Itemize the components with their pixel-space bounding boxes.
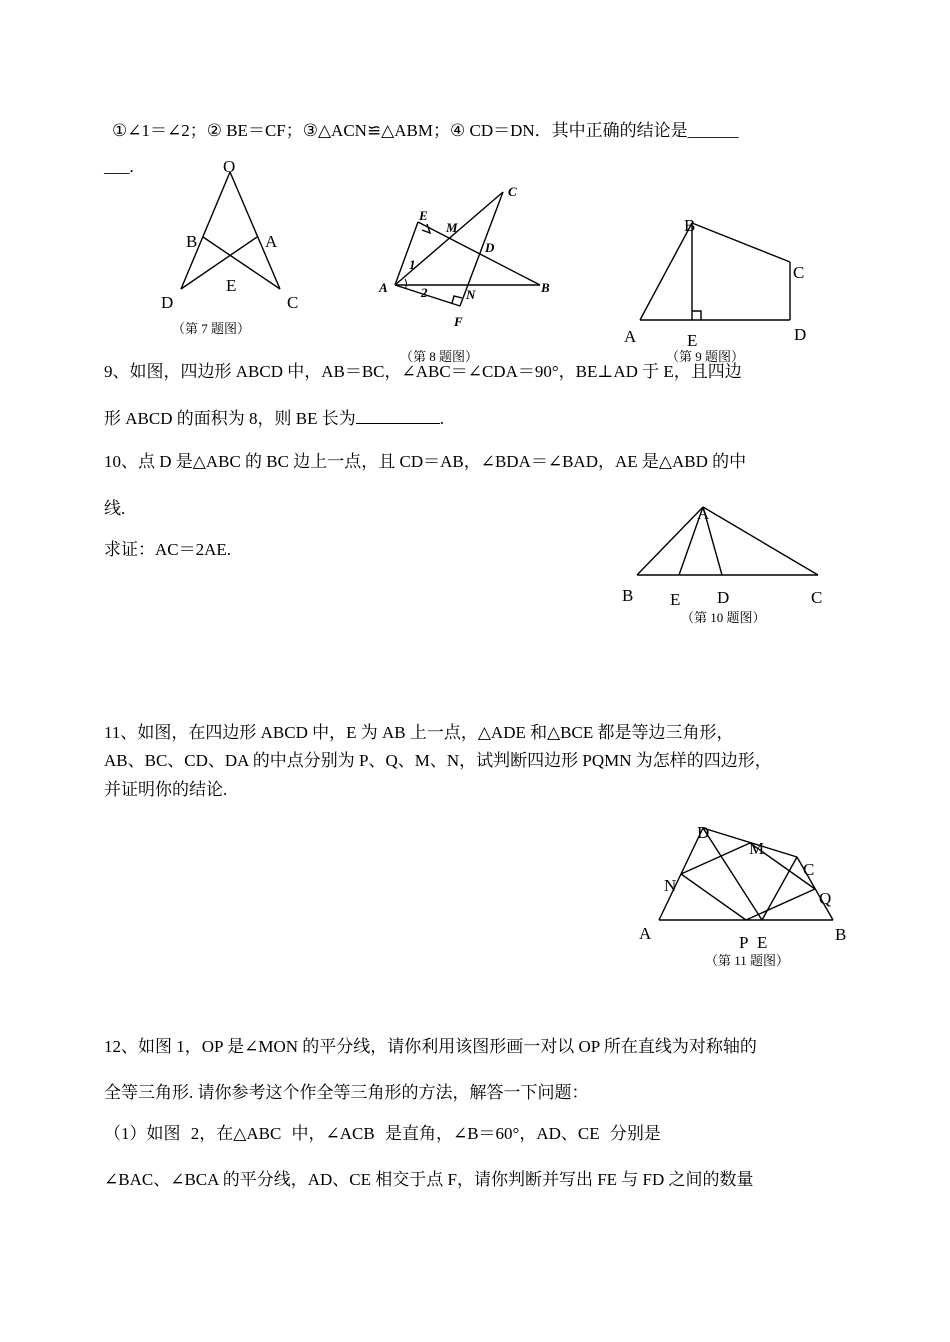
q9-line-2-text: 形 ABCD 的面积为 8，则 BE 长为 <box>104 409 356 428</box>
fig11-label-N: N <box>664 876 677 895</box>
fig8-label-M: M <box>446 220 458 235</box>
fig9-right-angle <box>692 311 701 320</box>
fig8-label-D: D <box>485 240 495 255</box>
fig9-caption: （第 9 题图） <box>666 349 745 364</box>
q9-line-1: 9、如图，四边形 ABCD 中，AB＝BC，∠ABC＝∠CDA＝90°，BE⊥AD 于 E，且四边 <box>104 362 742 381</box>
q9-line-2-end: . <box>439 409 444 428</box>
fig11-caption: （第 11 题图） <box>705 953 790 968</box>
q11-line-1: 11、如图，在四边形 ABCD 中，E 为 AB 上一点，△ADE 和△BCE 都是等边三角形， <box>104 723 734 742</box>
q10-line-2: 线. <box>104 499 126 518</box>
fig11-label-Q: Q <box>819 889 832 908</box>
fig10-label-B: B <box>622 586 634 605</box>
fig9-line-BC <box>692 223 790 262</box>
fig7-label-O: O <box>223 157 236 176</box>
q11-line-3: 并证明你的结论. <box>104 780 228 799</box>
fig10-drawing <box>637 504 818 575</box>
q9-line-2 <box>104 408 444 430</box>
q12-line-2: 全等三角形. 请你参考这个作全等三角形的方法，解答一下问题： <box>104 1083 589 1102</box>
fig11-label-P: P <box>739 933 749 952</box>
q12-line-4: ∠BAC、∠BCA 的平分线，AD、CE 相交于点 F，请你判断并写出 FE 与 FD 之间的数量 <box>104 1170 754 1189</box>
fig9-label-A: A <box>624 327 637 346</box>
fig7-label-A: A <box>265 232 278 251</box>
fig9-line-AB <box>640 223 692 320</box>
fig11-label-D: D <box>697 823 710 842</box>
q8-options-line: ①∠1＝∠2；② BE＝CF；③△ACN≌△ABM；④ CD＝DN．其中正确的结论是______ <box>112 121 739 140</box>
fig11-label-C: C <box>803 860 815 879</box>
fig8-label-F: F <box>454 314 463 329</box>
fig7-drawing <box>181 172 280 289</box>
fig8-right-angle-F <box>452 296 462 303</box>
fig8-label-E: E <box>419 208 428 223</box>
q10-line-1: 10、点 D 是△ABC 的 BC 边上一点，且 CD＝AB，∠BDA＝∠BAD，AE 是△ABD 的中 <box>104 452 747 471</box>
fig8-angle-arc <box>405 279 407 289</box>
fig9-drawing <box>640 223 790 320</box>
fig7-label-C: C <box>287 293 299 312</box>
q10-line-3: 求证：AC＝2AE. <box>104 540 232 559</box>
fig8-label-angle-2: 2 <box>421 285 428 300</box>
fig10-line-AC <box>703 507 818 575</box>
fig11-label-E: E <box>757 933 768 952</box>
fig7-label-B: B <box>186 232 198 251</box>
fig8-label-C: C <box>508 184 517 199</box>
fig11-label-M: M <box>749 839 765 858</box>
fig8-label-A: A <box>379 280 388 295</box>
fig9-label-D: D <box>794 325 807 344</box>
q12-line-1: 12、如图 1，OP 是∠MON 的平分线，请你利用该图形画一对以 OP 所在直线为对称轴的 <box>104 1037 757 1056</box>
fig9-label-C: C <box>793 263 805 282</box>
fig10-label-E: E <box>670 590 681 609</box>
fig10-label-D: D <box>717 588 730 607</box>
fig8-line-EB <box>418 222 540 285</box>
fig9-label-E: E <box>687 331 698 350</box>
fig9-label-B: B <box>684 216 696 235</box>
fig7-label-E: E <box>226 276 237 295</box>
q9-answer-blank[interactable] <box>356 408 440 424</box>
q8-options-line-cont: ___. <box>104 157 134 176</box>
q11-line-2: AB、BC、CD、DA 的中点分别为 P、Q、M、N，试判断四边形 PQMN 为怎样的四边形， <box>104 751 772 770</box>
fig8-label-angle-1: 1 <box>409 257 416 272</box>
fig10-line-AB <box>637 507 703 575</box>
fig8-label-N: N <box>466 287 476 302</box>
fig10-caption: （第 10 题图） <box>681 610 766 625</box>
fig8-label-B: B <box>541 280 550 295</box>
fig11-line-PQ <box>746 889 815 920</box>
fig11-label-A: A <box>639 924 652 943</box>
fig8-caption: （第 8 题图） <box>400 349 479 364</box>
fig7-caption: （第 7 题图） <box>172 321 251 336</box>
q12-line-3: （1）如图 2，在△ABC 中，∠ACB 是直角，∠B＝60°，AD、CE 分别是 <box>104 1124 661 1143</box>
fig11-label-B: B <box>835 925 847 944</box>
fig10-label-C: C <box>811 588 823 607</box>
fig7-label-D: D <box>161 293 174 312</box>
fig10-label-A: A <box>697 504 710 523</box>
